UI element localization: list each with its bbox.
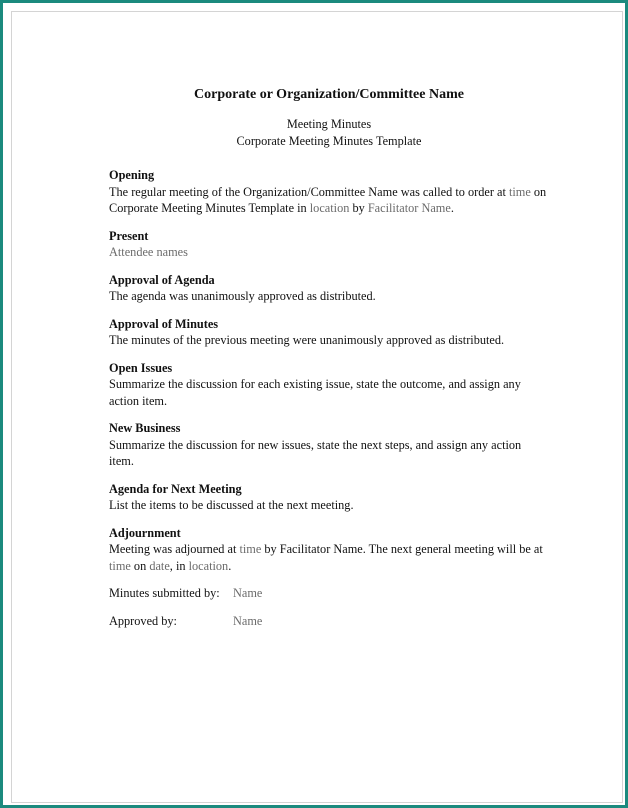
section-heading-next-agenda: Agenda for Next Meeting — [109, 481, 242, 496]
placeholder-approver-name: Name — [233, 614, 263, 628]
placeholder-location: location — [188, 558, 229, 573]
section-heading-adjournment: Adjournment — [109, 525, 181, 540]
section-body-opening — [109, 184, 549, 217]
section-body-new-business: Summarize the discussion for new issues, state the next steps, and assign any action item. — [109, 437, 522, 468]
adjournment-text-2: by Facilitator Name. The next general meeting will be at — [261, 542, 543, 556]
placeholder-facilitator: Facilitator Name — [367, 201, 451, 215]
section-heading-approval-minutes: Approval of Minutes — [109, 316, 219, 331]
section-approval-minutes — [109, 316, 549, 349]
section-heading-present: Present — [109, 228, 149, 243]
placeholder-attendees: Attendee names — [109, 245, 188, 259]
section-body-open-issues: Summarize the discussion for each existing issue, state the outcome, and assign any action item. — [109, 377, 521, 408]
section-next-agenda — [109, 481, 549, 514]
section-body-adjournment — [109, 541, 549, 574]
document-content — [109, 86, 549, 635]
placeholder-time: time — [508, 184, 531, 199]
section-body-approval-minutes: The minutes of the previous meeting were unanimously approved as distributed. — [109, 333, 505, 347]
signature-row-submitted — [109, 585, 549, 607]
signature-label-approved: Approved by: — [109, 614, 177, 628]
placeholder-date: date — [149, 558, 170, 573]
section-heading-new-business: New Business — [109, 421, 181, 435]
section-open-issues — [109, 360, 549, 410]
section-present — [109, 228, 549, 261]
section-body-next-agenda: List the items to be discussed at the next meeting. — [109, 498, 354, 512]
section-new-business — [109, 420, 549, 470]
section-heading-open-issues: Open Issues — [109, 360, 173, 375]
document-subtitles — [109, 116, 549, 149]
placeholder-time: time — [109, 558, 131, 573]
section-heading-opening: Opening — [109, 168, 155, 182]
placeholder-time: time — [239, 542, 262, 556]
opening-text-2: on Corporate Meeting Minutes Template in — [109, 184, 547, 215]
section-heading-approval-agenda: Approval of Agenda — [109, 272, 215, 287]
signature-label-submitted: Minutes submitted by: — [109, 586, 220, 600]
adjournment-text-3: on — [130, 558, 150, 573]
adjournment-text-5: . — [228, 558, 232, 573]
document-title: Corporate or Organization/Committee Name — [194, 87, 464, 102]
adjournment-text-1: Meeting was adjourned at — [109, 542, 240, 556]
signature-row-approved — [109, 613, 549, 635]
section-approval-agenda — [109, 272, 549, 305]
section-opening — [109, 167, 549, 217]
document-subtitle-meeting-minutes: Meeting Minutes — [286, 117, 372, 131]
document-subtitle-template: Corporate Meeting Minutes Template — [236, 133, 422, 148]
adjournment-text-4: , in — [169, 558, 189, 573]
document-page — [11, 11, 623, 803]
opening-text-4: . — [450, 201, 454, 215]
opening-text-1: The regular meeting of the Organization/Committee Name was called to order at — [109, 184, 509, 199]
opening-text-3: by — [349, 201, 368, 215]
placeholder-location: location — [309, 201, 350, 215]
section-adjournment — [109, 525, 549, 575]
placeholder-submitter-name: Name — [233, 586, 263, 600]
section-body-approval-agenda: The agenda was unanimously approved as distributed. — [109, 289, 376, 303]
